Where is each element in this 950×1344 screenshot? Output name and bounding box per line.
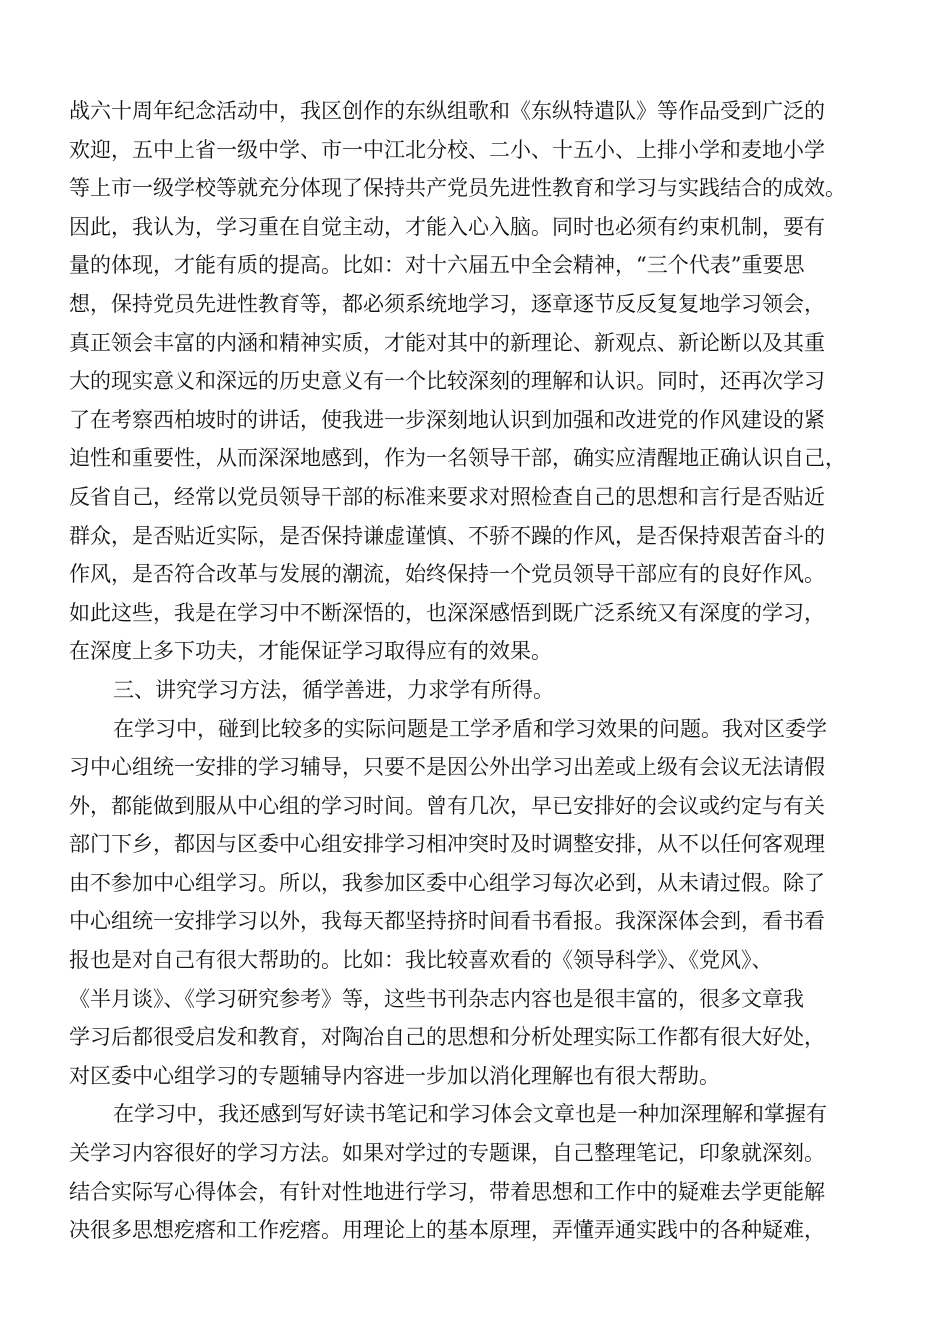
text-line: 在深度上多下功夫，才能保证学习取得应有的效果。 <box>69 639 552 664</box>
text-line: 欢迎，五中上省一级中学、市一中江北分校、二小、十五小、上排小学和麦地小学 <box>69 137 825 162</box>
text-line: 决很多思想疙瘩和工作疙瘩。用理论上的基本原理，弄懂弄通实践中的各种疑难， <box>69 1218 825 1243</box>
text-line: 报也是对自己有很大帮助的。比如：我比较喜欢看的《领导科学》、《党风》、 <box>69 948 773 973</box>
text-line: 《半月谈》、《学习研究参考》等，这些书刊杂志内容也是很丰富的，很多文章我 <box>69 986 804 1011</box>
text-line: 由不参加中心组学习。所以，我参加区委中心组学习每次必到，从未请过假。除了 <box>69 870 825 895</box>
text-line: 如此这些，我是在学习中不断深悟的，也深深感悟到既广泛系统又有深度的学习， <box>69 600 825 625</box>
body-text <box>69 92 884 1250</box>
text-line: 结合实际写心得体会，有针对性地进行学习，带着思想和工作中的疑难去学更能解 <box>69 1179 825 1204</box>
text-line: 反省自己，经常以党员领导干部的标准来要求对照检查自己的思想和言行是否贴近 <box>69 484 825 509</box>
text-line: 中心组统一安排学习以外，我每天都坚持挤时间看书看报。我深深体会到，看书看 <box>69 909 825 934</box>
text-line: 部门下乡，都因与区委中心组安排学习相冲突时及时调整安排，从不以任何客观理 <box>69 832 825 857</box>
paragraph-start-line: 在学习中，我还感到写好读书笔记和学习体会文章也是一种加深理解和掌握有 <box>113 1102 827 1127</box>
text-line: 了在考察西柏坡时的讲话，使我进一步深刻地认识到加强和改进党的作风建设的紧 <box>69 407 825 432</box>
text-line: 习中心组统一安排的学习辅导，只要不是因公外出学习出差或上级有会议无法请假 <box>69 755 825 780</box>
text-line: 作风，是否符合改革与发展的潮流，始终保持一个党员领导干部应有的良好作风。 <box>69 562 825 587</box>
text-line: 等上市一级学校等就充分体现了保持共产党员先进性教育和学习与实践结合的成效。 <box>69 176 846 201</box>
text-line: 想，保持党员先进性教育等，都必须系统地学习，逐章逐节反反复复地学习领会， <box>69 291 825 316</box>
text-line: 对区委中心组学习的专题辅导内容进一步加以消化理解也有很大帮助。 <box>69 1063 720 1088</box>
text-line: 大的现实意义和深远的历史意义有一个比较深刻的理解和认识。同时，还再次学习 <box>69 369 825 394</box>
text-line: 关学习内容很好的学习方法。如果对学过的专题课，自己整理笔记，印象就深刻。 <box>69 1141 825 1166</box>
text-line: 战六十周年纪念活动中，我区创作的东纵组歌和《东纵特遣队》等作品受到广泛的 <box>69 99 825 123</box>
section-heading: 三、讲究学习方法，循学善进，力求学有所得。 <box>113 677 554 702</box>
text-line: 量的体现，才能有质的提高。比如：对十六届五中全会精神，“三个代表”重要思 <box>69 253 805 278</box>
paragraph-start-line: 在学习中，碰到比较多的实际问题是工学矛盾和学习效果的问题。我对区委学 <box>113 716 827 741</box>
text-line: 真正领会丰富的内涵和精神实质，才能对其中的新理论、新观点、新论断以及其重 <box>69 330 825 355</box>
text-line: 外，都能做到服从中心组的学习时间。曾有几次，早已安排好的会议或约定与有关 <box>69 793 825 818</box>
text-line: 学习后都很受启发和教育，对陶冶自己的思想和分析处理实际工作都有很大好处， <box>69 1025 825 1050</box>
text-line: 迫性和重要性，从而深深地感到，作为一名领导干部，确实应清醒地正确认识自己， <box>69 446 846 471</box>
text-line: 群众，是否贴近实际，是否保持谦虚谨慎、不骄不躁的作风，是否保持艰苦奋斗的 <box>69 523 825 548</box>
text-line: 因此，我认为，学习重在自觉主动，才能入心入脑。同时也必须有约束机制，要有 <box>69 214 825 239</box>
